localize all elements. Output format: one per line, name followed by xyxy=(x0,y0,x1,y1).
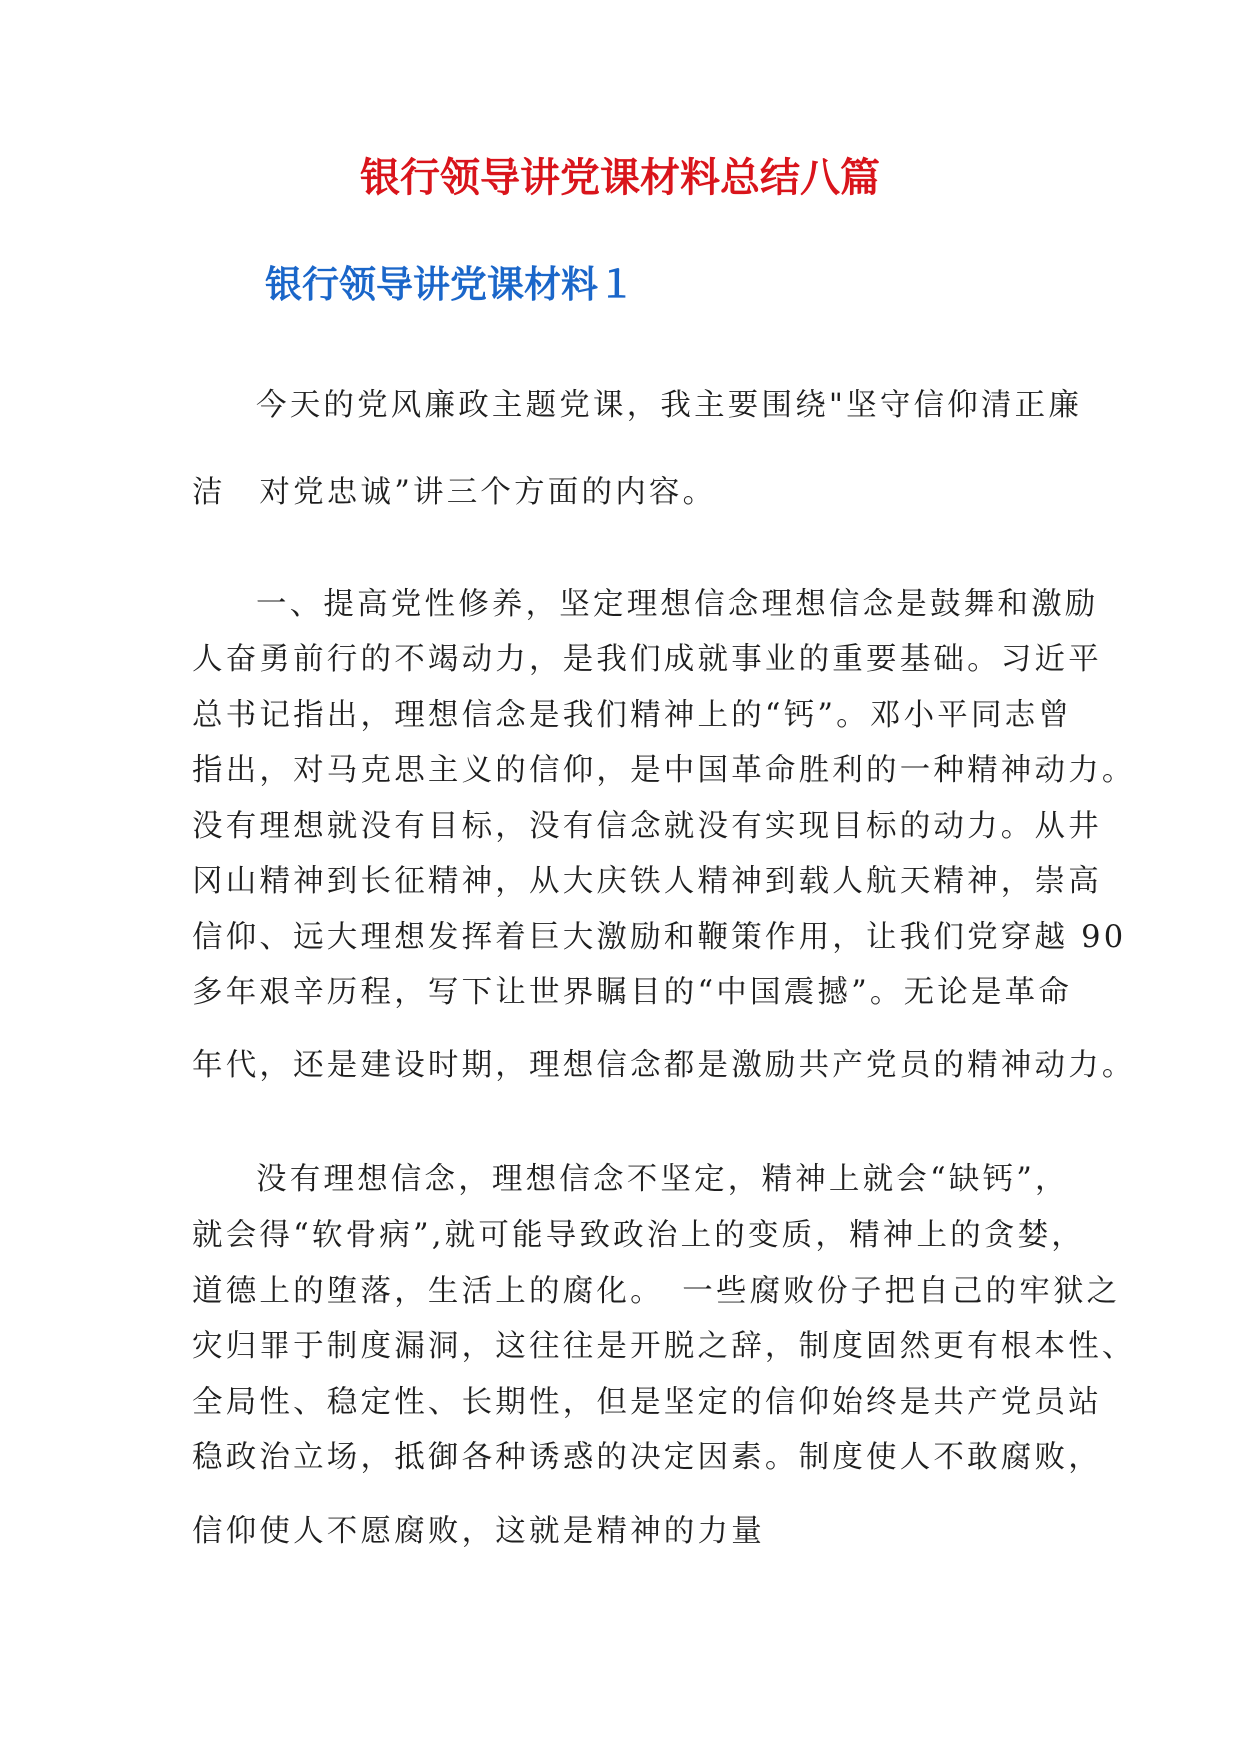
document-title: 银行领导讲党课材料总结八篇 xyxy=(360,154,880,201)
paragraph-line: 信仰使人不愿腐败，这就是精神的力量 xyxy=(192,1514,765,1549)
paragraph-line: 信仰、远大理想发挥着巨大激励和鞭策作用，让我们党穿越 90 xyxy=(192,920,1127,955)
paragraph-line: 没有理想就没有目标，没有信念就没有实现目标的动力。从井 xyxy=(192,809,1102,844)
paragraph-line: 灾归罪于制度漏洞，这往往是开脱之辞，制度固然更有根本性、 xyxy=(192,1329,1136,1364)
section-heading: 银行领导讲党课材料１ xyxy=(265,262,635,306)
paragraph-line: 道德上的堕落，生活上的腐化。 一些腐败份子把自己的牢狱之 xyxy=(192,1274,1121,1309)
paragraph-line: 人奋勇前行的不竭动力，是我们成就事业的重要基础。习近平 xyxy=(192,642,1102,677)
paragraph-line: 今天的党风廉政主题党课，我主要围绕"坚守信仰清正廉 xyxy=(256,388,1083,423)
paragraph-line: 总书记指出，理想信念是我们精神上的“钙”。邓小平同志曾 xyxy=(192,698,1073,733)
paragraph-line: 指出，对马克思主义的信仰，是中国革命胜利的一种精神动力。 xyxy=(192,753,1136,788)
paragraph-line: 多年艰辛历程，写下让世界瞩目的“中国震撼”。无论是革命 xyxy=(192,975,1073,1010)
paragraph-line: 稳政治立场，抵御各种诱惑的决定因素。制度使人不敢腐败， xyxy=(192,1440,1102,1475)
paragraph-line: 没有理想信念，理想信念不坚定，精神上就会“缺钙”， xyxy=(256,1162,1069,1197)
paragraph-line: 一、提高党性修养，坚定理想信念理想信念是鼓舞和激励 xyxy=(256,587,1099,622)
paragraph-line: 全局性、稳定性、长期性，但是坚定的信仰始终是共产党员站 xyxy=(192,1385,1102,1420)
paragraph-line: 洁 对党忠诚”讲三个方面的内容。 xyxy=(192,475,717,510)
paragraph-line: 就会得“软骨病”,就可能导致政治上的变质，精神上的贪婪， xyxy=(192,1218,1085,1253)
paragraph-line: 冈山精神到长征精神，从大庆铁人精神到载人航天精神，崇高 xyxy=(192,864,1102,899)
paragraph-line: 年代，还是建设时期，理想信念都是激励共产党员的精神动力。 xyxy=(192,1048,1136,1083)
